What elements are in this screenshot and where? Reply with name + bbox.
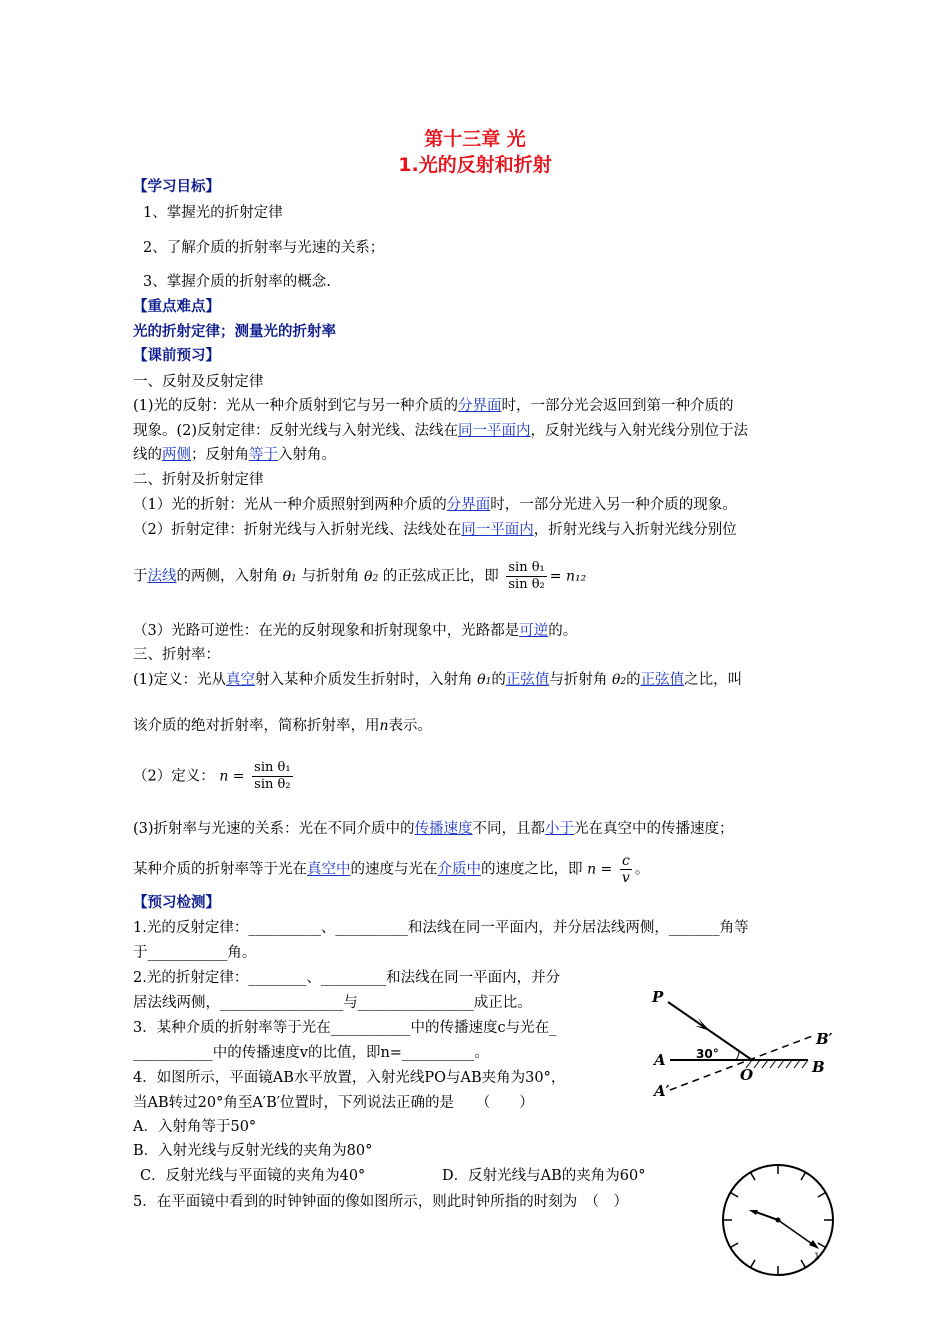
preview-p3b (133, 716, 432, 736)
clock-figure (718, 1160, 838, 1280)
q5: 5．在平面镜中看到的时钟钟面的像如图所示，则此时钟所指的时刻为 （ ） (133, 1194, 628, 1210)
preview-p1b (133, 421, 748, 441)
text: （2）折射定律：折射光线与入折射光线、法线处在 (133, 522, 462, 538)
text: 入射角。 (278, 447, 336, 463)
text: 现象。(2)反射定律：反射光线与入射光线、法线在 (133, 423, 459, 439)
text: ，折射光线与入折射光线分别位 (533, 522, 737, 538)
label-angle: 30° (696, 1047, 719, 1061)
q4-option-b: B．入射光线与反射光线的夹角为80° (133, 1143, 373, 1159)
text: 不同，且都 (472, 821, 546, 837)
preview-p3a (133, 670, 742, 692)
blank-answer: 同一平面内 (458, 423, 531, 439)
label-p: P (652, 988, 664, 1006)
speed-fraction (620, 853, 632, 886)
text: （1）光的折射：光从一种介质照射到两种介质的 (133, 497, 447, 513)
blank-answer: 传播速度 (414, 821, 473, 837)
q2b: 居法线两侧，_________________与________________成正比。 (133, 995, 532, 1011)
key-header: 【重点难点】 (133, 299, 220, 315)
theta-2: θ2 (364, 568, 379, 585)
angle-arc (736, 1051, 739, 1060)
preview-h1: 一、反射及反射定律 (133, 374, 264, 390)
blank-answer: 真空中 (307, 861, 351, 878)
text: (3)折射率与光速的关系：光在不同介质中的 (133, 821, 415, 837)
text: 与折射角 (549, 672, 608, 688)
mirror-hatching (746, 1060, 808, 1068)
text: （2）定义： (133, 768, 215, 785)
preview-p2c (133, 560, 586, 593)
blank-answer: 法线 (147, 568, 177, 585)
q3a: 3．某种介质的折射率等于光在___________中的传播速度c与光在_ (133, 1020, 557, 1036)
goal-2: 2、了解介质的折射率与光速的关系； (143, 240, 385, 256)
text: 的速度与光在 (350, 861, 438, 878)
text: （3）光路可逆性：在光的反射现象和折射现象中，光路都是 (133, 623, 520, 639)
clock-mark: 1 (814, 1252, 820, 1262)
text: 的 (626, 672, 641, 688)
blank-answer: 两侧 (162, 447, 191, 463)
blank-answer: 正弦值 (640, 672, 685, 688)
theta-1: θ1 (282, 568, 297, 585)
q1b: 于___________角。 (133, 945, 257, 961)
text: 的两侧，入射角 (176, 568, 278, 585)
theta-2: θ2 (611, 672, 627, 688)
q3b: ___________中的传播速度v的比值，即n=__________。 (133, 1045, 489, 1061)
numerator: sin θ₁ (254, 760, 291, 775)
label-a: A (654, 1051, 666, 1069)
text: ，反射光线与入射光线分别位于法 (530, 423, 749, 439)
lesson-title: 1.光的反射和折射 (398, 154, 552, 176)
check-header: 【预习检测】 (133, 895, 220, 911)
text: 射入某种介质发生折射时，入射角 (255, 672, 473, 688)
blank-answer: 正弦值 (505, 672, 550, 688)
preview-p3e (133, 853, 649, 886)
preview-p1c (133, 445, 336, 465)
text: 时，一部分光进入另一种介质的现象。 (490, 497, 737, 513)
denominator: sin θ₂ (508, 577, 545, 592)
numerator: c (620, 853, 632, 870)
goal-1: 1、掌握光的折射定律 (143, 205, 283, 221)
index-fraction (252, 760, 292, 793)
label-o: O (740, 1066, 754, 1084)
blank-answer: 可逆 (519, 623, 549, 639)
blank-answer: 小于 (545, 821, 575, 837)
n-equals: n = (219, 768, 245, 785)
denominator: sin θ₂ (254, 777, 291, 792)
text: 的正弦成正比，即 (382, 568, 499, 585)
q1a: 1.光的反射定律：__________、__________和法线在同一平面内，并分居法线两侧，_______角等 (133, 920, 749, 936)
q4-option-d: D．反射光线与AB的夹角为60° (442, 1168, 646, 1184)
text: 表示。 (388, 718, 433, 734)
blank-answer: 真空 (226, 672, 256, 688)
label-b-prime: B′ (816, 1030, 833, 1048)
blank-answer: 等于 (249, 447, 278, 463)
preview-p1a (133, 396, 734, 416)
key-text: 光的折射定律；测量光的折射率 (133, 324, 336, 340)
q4a: 4．如图所示，平面镜AB水平放置，入射光线PO与AB夹角为30°， (133, 1070, 566, 1086)
snell-fraction (506, 560, 546, 593)
text: ；反射角 (191, 447, 249, 463)
n-symbol: n (379, 718, 389, 734)
preview-h3: 三、折射率： (133, 647, 220, 663)
theta-1: θ1 (477, 672, 492, 688)
preview-p2b (133, 520, 737, 540)
preview-p3d (133, 819, 734, 839)
arrow-head (695, 1018, 710, 1031)
text: (1)光的反射：光从一种介质射到它与另一种介质的 (133, 398, 459, 414)
n-equals: n = (587, 861, 613, 878)
q2a: 2.光的折射定律：________、_________和法线在同一平面内，并分 (133, 970, 561, 986)
text: 与折射角 (301, 568, 360, 585)
label-b: B (812, 1058, 825, 1076)
blank-answer: 分界面 (446, 497, 491, 513)
numerator: sin θ₁ (508, 560, 545, 575)
preview-h2: 二、折射及折射定律 (133, 472, 264, 488)
q4-option-a: A．入射角等于50° (133, 1119, 257, 1135)
goals-header: 【学习目标】 (133, 179, 220, 195)
chapter-title: 第十三章 光 (424, 128, 526, 150)
label-a-prime: A′ (654, 1082, 670, 1100)
mirror-figure (640, 980, 840, 1100)
text: 某种介质的折射率等于光在 (133, 861, 307, 878)
text: 时，一部分光会返回到第一种介质的 (501, 398, 734, 414)
text: 的。 (548, 623, 578, 639)
n12: = n₁₂ (549, 568, 587, 585)
preview-p3c (133, 760, 296, 793)
q4-option-c: C．反射光线与平面镜的夹角为40° (140, 1168, 366, 1184)
goal-3: 3、掌握介质的折射率的概念. (143, 274, 331, 290)
preview-p2d (133, 621, 577, 641)
blank-answer: 分界面 (458, 398, 502, 414)
text: 。 (634, 861, 650, 878)
text: 线的 (133, 447, 162, 463)
denominator: v (621, 870, 630, 886)
text: 于 (133, 568, 148, 585)
text: 该介质的绝对折射率，简称折射率，用 (133, 718, 380, 734)
q4b: 当AB转过20°角至A′B′位置时，下列说法正确的是 （ ） (133, 1095, 534, 1111)
blank-answer: 同一平面内 (461, 522, 534, 538)
preview-p2a (133, 495, 737, 515)
text: 的 (491, 672, 506, 688)
text: 之比，叫 (684, 672, 743, 688)
text: (1)定义：光从 (133, 672, 227, 688)
preview-header: 【课前预习】 (133, 348, 220, 364)
blank-answer: 介质中 (437, 861, 481, 878)
text: 的速度之比，即 (481, 861, 583, 878)
text: 光在真空中的传播速度； (574, 821, 734, 837)
clock-center (776, 1218, 781, 1223)
